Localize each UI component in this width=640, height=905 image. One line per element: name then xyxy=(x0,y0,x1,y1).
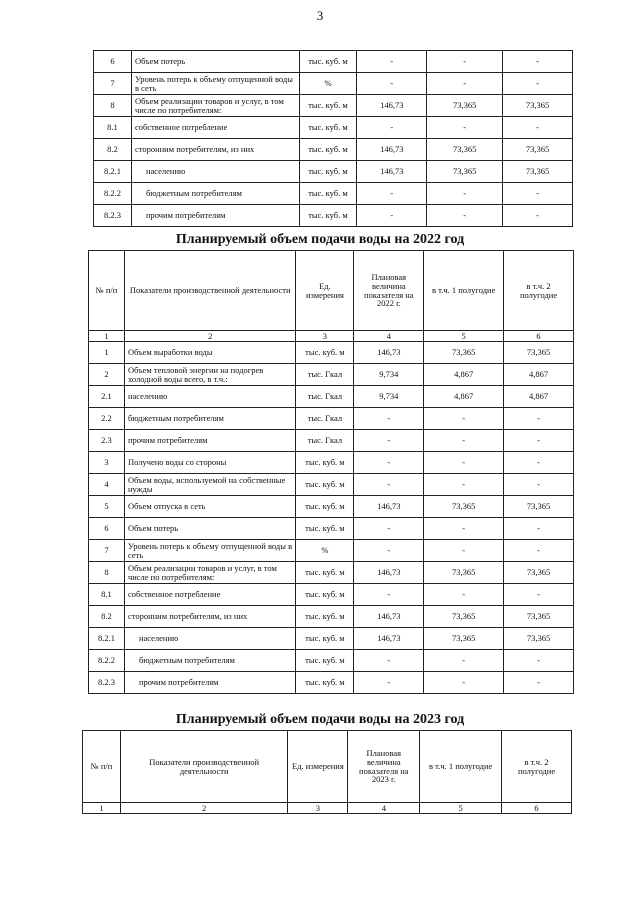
unit: тыс. Гкал xyxy=(296,430,354,452)
table-row xyxy=(94,73,573,95)
page-number: 3 xyxy=(316,8,324,23)
planned-value: 146,73 xyxy=(357,161,427,183)
column-header: Показатели производственной деятельности xyxy=(124,251,296,331)
table-row xyxy=(89,364,574,386)
half-year-2: 73,365 xyxy=(503,161,573,183)
row-number: 8.1 xyxy=(89,584,125,606)
half-year-2: 73,365 xyxy=(504,628,574,650)
column-number: 6 xyxy=(502,803,572,814)
unit: тыс. куб. м xyxy=(299,51,357,73)
half-year-1: 73,365 xyxy=(427,161,503,183)
half-year-1: - xyxy=(427,117,503,139)
half-year-1: 4,867 xyxy=(424,364,504,386)
half-year-1: - xyxy=(424,518,504,540)
half-year-2: 4,867 xyxy=(504,364,574,386)
half-year-1: 73,365 xyxy=(424,496,504,518)
half-year-1: 73,365 xyxy=(424,628,504,650)
unit: тыс. куб. м xyxy=(296,518,354,540)
row-number: 2 xyxy=(89,364,125,386)
table-row xyxy=(89,430,574,452)
half-year-1: 73,365 xyxy=(424,562,504,584)
row-number: 5 xyxy=(89,496,125,518)
column-number-row xyxy=(89,331,574,342)
table-row xyxy=(89,628,574,650)
row-number: 2.1 xyxy=(89,386,125,408)
unit: тыс. куб. м xyxy=(296,584,354,606)
planned-value: 146,73 xyxy=(354,342,424,364)
planned-value: - xyxy=(354,474,424,496)
row-number: 8.1 xyxy=(94,117,132,139)
row-number: 8.2.2 xyxy=(94,183,132,205)
table-row xyxy=(94,51,573,73)
row-number: 8 xyxy=(94,95,132,117)
planned-value: - xyxy=(357,205,427,227)
indicator-name: Объем отпуска в сеть xyxy=(124,496,296,518)
unit: тыс. куб. м xyxy=(299,95,357,117)
column-number: 1 xyxy=(83,803,121,814)
header-row xyxy=(83,731,572,803)
table-row xyxy=(94,95,573,117)
table-row xyxy=(89,540,574,562)
table-2022 xyxy=(88,250,574,694)
column-header: в т.ч. 2 полугодие xyxy=(504,251,574,331)
half-year-1: - xyxy=(424,452,504,474)
column-header: в т.ч. 1 полугодие xyxy=(420,731,502,803)
indicator-name: бюджетным потребителям xyxy=(131,183,299,205)
column-number: 5 xyxy=(424,331,504,342)
unit: тыс. куб. м xyxy=(296,606,354,628)
table-row xyxy=(89,672,574,694)
planned-value: 146,73 xyxy=(354,606,424,628)
indicator-name: Объем реализации товаров и услуг, в том числе по потребителям: xyxy=(124,562,296,584)
planned-value: - xyxy=(354,584,424,606)
unit: тыс. куб. м xyxy=(299,183,357,205)
row-number: 8.2 xyxy=(94,139,132,161)
unit: тыс. Гкал xyxy=(296,408,354,430)
table-2023 xyxy=(82,730,572,814)
half-year-2: - xyxy=(504,474,574,496)
indicator-name: Объем реализации товаров и услуг, в том числе по потребителям: xyxy=(131,95,299,117)
indicator-name: прочим потребителям xyxy=(124,672,296,694)
column-header: Показатели производственной деятельности xyxy=(120,731,288,803)
table-row xyxy=(94,205,573,227)
half-year-2: - xyxy=(503,51,573,73)
half-year-1: 73,365 xyxy=(427,95,503,117)
planned-value: 146,73 xyxy=(354,628,424,650)
planned-value: - xyxy=(354,540,424,562)
row-number: 4 xyxy=(89,474,125,496)
header-row xyxy=(89,251,574,331)
table-2022-title: Планируемый объем подачи воды на 2022 год xyxy=(175,232,465,247)
row-number: 8.2.1 xyxy=(94,161,132,183)
half-year-1: 4,867 xyxy=(424,386,504,408)
row-number: 8.2.3 xyxy=(94,205,132,227)
table-row xyxy=(89,474,574,496)
table-row xyxy=(89,452,574,474)
indicator-name: Уровень потерь к объему отпущенной воды в сеть xyxy=(131,73,299,95)
unit: тыс. куб. м xyxy=(296,496,354,518)
column-number: 4 xyxy=(354,331,424,342)
unit: тыс. куб. м xyxy=(296,342,354,364)
half-year-2: - xyxy=(504,518,574,540)
planned-value: 9,734 xyxy=(354,364,424,386)
planned-value: - xyxy=(354,408,424,430)
row-number: 8.2.1 xyxy=(89,628,125,650)
row-number: 6 xyxy=(94,51,132,73)
unit: тыс. куб. м xyxy=(296,452,354,474)
table-2022-header xyxy=(89,251,574,342)
unit: тыс. куб. м xyxy=(299,161,357,183)
row-number: 3 xyxy=(89,452,125,474)
half-year-1: - xyxy=(427,73,503,95)
planned-value: - xyxy=(357,117,427,139)
half-year-2: - xyxy=(504,650,574,672)
half-year-2: 73,365 xyxy=(503,95,573,117)
column-number: 5 xyxy=(420,803,502,814)
half-year-2: - xyxy=(503,205,573,227)
indicator-name: сторонним потребителям, из них xyxy=(131,139,299,161)
indicator-name: Объем потерь xyxy=(131,51,299,73)
row-number: 7 xyxy=(94,73,132,95)
column-number-row xyxy=(83,803,572,814)
column-header: в т.ч. 2 полугодие xyxy=(502,731,572,803)
unit: тыс. куб. м xyxy=(299,139,357,161)
half-year-2: - xyxy=(504,540,574,562)
row-number: 7 xyxy=(89,540,125,562)
indicator-name: собственное потребление xyxy=(124,584,296,606)
table-row xyxy=(94,117,573,139)
table-2023-header xyxy=(83,731,572,814)
planned-value: 146,73 xyxy=(357,95,427,117)
indicator-name: прочим потребителям xyxy=(131,205,299,227)
half-year-1: - xyxy=(424,430,504,452)
indicator-name: населению xyxy=(131,161,299,183)
unit: тыс. куб. м xyxy=(296,672,354,694)
unit: тыс. куб. м xyxy=(296,628,354,650)
half-year-1: - xyxy=(424,474,504,496)
unit: тыс. куб. м xyxy=(296,650,354,672)
planned-value: 146,73 xyxy=(357,139,427,161)
table-row xyxy=(89,342,574,364)
table-2023-title: Планируемый объем подачи воды на 2023 год xyxy=(175,712,465,727)
half-year-2: 73,365 xyxy=(504,606,574,628)
table-row xyxy=(89,584,574,606)
unit: % xyxy=(296,540,354,562)
half-year-2: 4,867 xyxy=(504,386,574,408)
planned-value: 146,73 xyxy=(354,562,424,584)
half-year-1: 73,365 xyxy=(424,342,504,364)
half-year-2: - xyxy=(503,183,573,205)
half-year-1: - xyxy=(424,408,504,430)
unit: тыс. куб. м xyxy=(296,474,354,496)
half-year-1: - xyxy=(427,205,503,227)
table-row xyxy=(89,386,574,408)
indicator-name: населению xyxy=(124,386,296,408)
table-row xyxy=(94,183,573,205)
table-continuation xyxy=(93,50,573,227)
indicator-name: бюджетным потребителям xyxy=(124,408,296,430)
half-year-1: 73,365 xyxy=(424,606,504,628)
column-number: 6 xyxy=(504,331,574,342)
half-year-2: - xyxy=(504,430,574,452)
column-number: 2 xyxy=(124,331,296,342)
half-year-1: - xyxy=(424,584,504,606)
column-number: 3 xyxy=(288,803,348,814)
indicator-name: Получено воды со стороны xyxy=(124,452,296,474)
table-body xyxy=(94,51,573,227)
indicator-name: населению xyxy=(124,628,296,650)
column-number: 3 xyxy=(296,331,354,342)
table-row xyxy=(94,139,573,161)
row-number: 8 xyxy=(89,562,125,584)
half-year-2: 73,365 xyxy=(504,496,574,518)
column-header: № п/п xyxy=(83,731,121,803)
unit: % xyxy=(299,73,357,95)
column-header: Ед. измерения xyxy=(288,731,348,803)
unit: тыс. куб. м xyxy=(296,562,354,584)
column-number: 4 xyxy=(348,803,420,814)
row-number: 8.2.2 xyxy=(89,650,125,672)
unit: тыс. куб. м xyxy=(299,205,357,227)
indicator-name: прочим потребителям xyxy=(124,430,296,452)
column-number: 2 xyxy=(120,803,288,814)
column-number: 1 xyxy=(89,331,125,342)
indicator-name: Объем выработки воды xyxy=(124,342,296,364)
half-year-2: - xyxy=(504,452,574,474)
half-year-2: 73,365 xyxy=(503,139,573,161)
planned-value: - xyxy=(357,183,427,205)
half-year-2: - xyxy=(504,584,574,606)
indicator-name: Объем воды, используемой на собственные нужды xyxy=(124,474,296,496)
row-number: 2.3 xyxy=(89,430,125,452)
planned-value: 9,734 xyxy=(354,386,424,408)
planned-value: - xyxy=(354,452,424,474)
half-year-2: - xyxy=(504,408,574,430)
half-year-1: - xyxy=(427,183,503,205)
table-row xyxy=(89,518,574,540)
indicator-name: Объем потерь xyxy=(124,518,296,540)
indicator-name: собственное потребление xyxy=(131,117,299,139)
half-year-1: 73,365 xyxy=(427,139,503,161)
planned-value: - xyxy=(357,73,427,95)
unit: тыс. Гкал xyxy=(296,364,354,386)
half-year-2: - xyxy=(503,73,573,95)
half-year-2: 73,365 xyxy=(504,562,574,584)
planned-value: - xyxy=(354,672,424,694)
table-row xyxy=(89,606,574,628)
table-row xyxy=(89,408,574,430)
table-row xyxy=(89,562,574,584)
planned-value: - xyxy=(354,518,424,540)
row-number: 8.2 xyxy=(89,606,125,628)
half-year-2: - xyxy=(504,672,574,694)
table-row xyxy=(89,650,574,672)
half-year-2: 73,365 xyxy=(504,342,574,364)
half-year-2: - xyxy=(503,117,573,139)
unit: тыс. Гкал xyxy=(296,386,354,408)
column-header: Плановая величина показателя на 2022 г. xyxy=(354,251,424,331)
planned-value: - xyxy=(354,430,424,452)
row-number: 1 xyxy=(89,342,125,364)
indicator-name: Объем тепловой энергии на подогрев холодной воды всего, в т.ч.: xyxy=(124,364,296,386)
half-year-1: - xyxy=(427,51,503,73)
table-row xyxy=(94,161,573,183)
half-year-1: - xyxy=(424,672,504,694)
indicator-name: сторонним потребителям, из них xyxy=(124,606,296,628)
planned-value: 146,73 xyxy=(354,496,424,518)
half-year-1: - xyxy=(424,540,504,562)
half-year-1: - xyxy=(424,650,504,672)
table-body xyxy=(89,342,574,694)
column-header: № п/п xyxy=(89,251,125,331)
indicator-name: бюджетным потребителям xyxy=(124,650,296,672)
unit: тыс. куб. м xyxy=(299,117,357,139)
column-header: Плановая величина показателя на 2023 г. xyxy=(348,731,420,803)
row-number: 8.2.3 xyxy=(89,672,125,694)
row-number: 2.2 xyxy=(89,408,125,430)
column-header: Ед. измерения xyxy=(296,251,354,331)
row-number: 6 xyxy=(89,518,125,540)
indicator-name: Уровень потерь к объему отпущенной воды в сеть xyxy=(124,540,296,562)
column-header: в т.ч. 1 полугодие xyxy=(424,251,504,331)
table-row xyxy=(89,496,574,518)
planned-value: - xyxy=(354,650,424,672)
planned-value: - xyxy=(357,51,427,73)
